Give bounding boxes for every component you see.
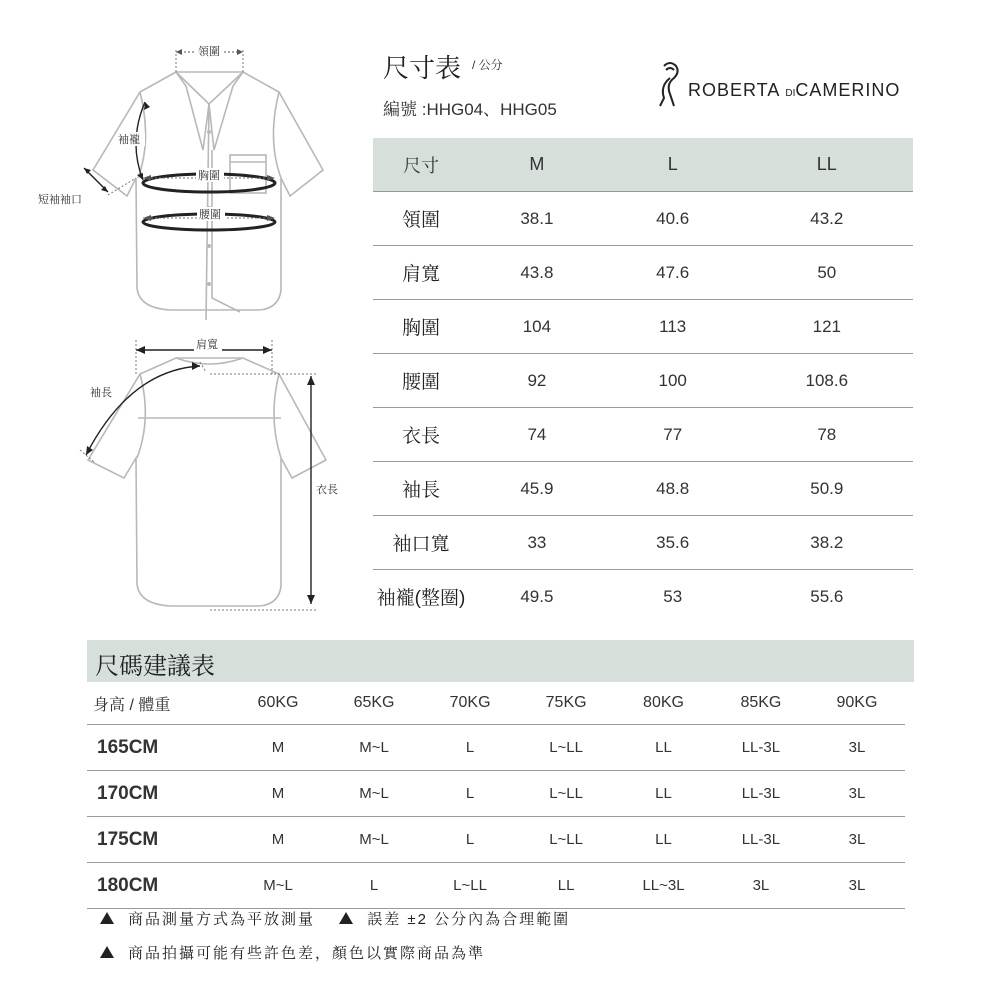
cuff-label: 短袖袖口 <box>38 193 82 206</box>
table-cell: 49.5 <box>520 586 554 606</box>
recommendation-header-row <box>87 682 905 725</box>
size-header-label: 尺寸 <box>373 138 469 192</box>
table-cell: L <box>422 725 518 771</box>
size-chart-title: 尺寸表 <box>383 53 462 83</box>
shirt-back-drawing <box>88 358 326 606</box>
rec-header-label: 身高 / 體重 <box>87 682 230 725</box>
table-cell: 43.8 <box>469 246 605 300</box>
model-code: 編號 :HHG04、HHG05 <box>383 100 557 119</box>
rec-header-weight: 75KG <box>518 682 614 725</box>
table-cell: L~LL <box>518 725 614 771</box>
table-cell: M <box>230 817 326 863</box>
table-row <box>373 408 913 462</box>
table-cell: 43.2 <box>741 192 913 246</box>
table-cell: 50 <box>741 246 913 300</box>
rec-header-weight: 85KG <box>713 682 809 725</box>
table-cell: 92 <box>469 354 605 408</box>
table-row <box>373 462 913 516</box>
cuff-measure <box>38 168 136 206</box>
table-cell: 48.8 <box>605 462 741 516</box>
size-chart-table <box>373 138 913 623</box>
row-label: 衣長 <box>373 408 469 462</box>
table-row <box>87 817 905 863</box>
table-cell: 38.1 <box>469 192 605 246</box>
table-row <box>87 725 905 771</box>
sleeve-length-measure <box>80 362 206 462</box>
table-cell: L <box>422 771 518 817</box>
table-cell: LL~3L <box>614 863 713 909</box>
note-line-2 <box>100 942 485 963</box>
sleeve-length-label: 袖長 <box>90 386 112 399</box>
row-label: 胸圍 <box>373 300 469 354</box>
table-row <box>87 771 905 817</box>
row-label: 袖長 <box>373 462 469 516</box>
table-cell: LL <box>614 771 713 817</box>
table-cell: M~L <box>326 817 422 863</box>
table-cell: 3L <box>809 771 905 817</box>
rec-row-label: 165CM <box>87 725 230 771</box>
table-cell: 100 <box>605 354 741 408</box>
table-cell: M <box>230 771 326 817</box>
triangle-icon <box>100 946 114 958</box>
table-cell: 77 <box>605 408 741 462</box>
table-cell: 50.9 <box>741 462 913 516</box>
table-cell: 104 <box>469 300 605 354</box>
row-label: 腰圍 <box>373 354 469 408</box>
table-cell: 3L <box>809 817 905 863</box>
table-cell: LL <box>614 725 713 771</box>
waist-label: 腰圍 <box>199 208 221 221</box>
table-row <box>373 354 913 408</box>
table-cell: LL-3L <box>713 725 809 771</box>
recommendation-title: 尺碼建議表 <box>95 653 215 680</box>
note-line-1 <box>100 908 570 929</box>
recommendation-table <box>87 682 905 909</box>
table-cell: M~L <box>326 725 422 771</box>
rec-header-weight: 90KG <box>809 682 905 725</box>
chest-label: 胸圍 <box>198 169 220 182</box>
brand-logo <box>652 60 922 110</box>
table-cell: 35.6 <box>605 516 741 570</box>
table-cell: 113 <box>605 300 741 354</box>
size-chart-unit: / 公分 <box>472 58 503 72</box>
table-cell: 108.6 <box>741 354 913 408</box>
table-row <box>373 300 913 354</box>
table-cell: 3L <box>713 863 809 909</box>
rec-header-weight: 65KG <box>326 682 422 725</box>
table-cell: 121 <box>741 300 913 354</box>
note-measure: 商品測量方式為平放測量 <box>128 911 316 928</box>
table-cell: 74 <box>469 408 605 462</box>
table-cell: LL <box>518 863 614 909</box>
table-cell: 40.6 <box>605 192 741 246</box>
table-row <box>373 570 913 624</box>
shirt-measurement-diagram <box>0 0 360 620</box>
rec-row-label: 180CM <box>87 863 230 909</box>
table-cell: L <box>326 863 422 909</box>
collar-label: 領圍 <box>198 45 220 58</box>
table-cell: 55.6 <box>810 586 844 606</box>
size-chart-header-row <box>373 138 913 192</box>
waist-measure <box>143 207 275 230</box>
table-cell: 47.6 <box>605 246 741 300</box>
triangle-icon <box>339 912 353 924</box>
size-header-l: L <box>605 138 741 192</box>
table-row <box>373 516 913 570</box>
table-cell: 45.9 <box>469 462 605 516</box>
rec-header-weight: 70KG <box>422 682 518 725</box>
body-length-label: 衣長 <box>316 483 338 496</box>
size-header-ll: LL <box>741 138 913 192</box>
table-cell: L~LL <box>518 817 614 863</box>
table-cell: LL-3L <box>713 771 809 817</box>
table-cell: 33 <box>469 516 605 570</box>
table-cell: M <box>230 725 326 771</box>
note-tolerance: 誤差 ±2 公分內為合理範圍 <box>367 911 571 928</box>
triangle-icon <box>100 912 114 924</box>
table-cell: LL-3L <box>713 817 809 863</box>
recommendation-title-bar <box>87 640 914 682</box>
table-cell: 3L <box>809 863 905 909</box>
rec-row-label: 175CM <box>87 817 230 863</box>
brand-name-di: DI <box>785 88 796 99</box>
note-color: 商品拍攝可能有些許色差，顏色以實際商品為準 <box>128 945 486 962</box>
brand-name-part3: CAMERINO <box>795 80 901 100</box>
table-cell: M~L <box>326 771 422 817</box>
table-row <box>87 863 905 909</box>
table-cell: LL <box>614 817 713 863</box>
rec-row-label: 170CM <box>87 771 230 817</box>
table-cell: 3L <box>809 725 905 771</box>
table-cell: L <box>422 817 518 863</box>
collar-measure <box>176 44 243 72</box>
table-cell: 53 <box>663 586 683 606</box>
row-label: 袖口寬 <box>373 516 469 570</box>
table-cell: L~LL <box>518 771 614 817</box>
scarf-logo-icon <box>652 60 688 110</box>
table-row <box>373 246 913 300</box>
shoulder-measure <box>136 337 272 376</box>
row-label: 袖襱(整圈) <box>376 588 466 609</box>
armhole-label: 袖襱 <box>118 133 140 146</box>
brand-name <box>688 80 900 101</box>
table-cell: 78 <box>741 408 913 462</box>
shoulder-label: 肩寬 <box>196 338 218 351</box>
row-label: 肩寬 <box>373 246 469 300</box>
table-cell: L~LL <box>422 863 518 909</box>
rec-header-weight: 60KG <box>230 682 326 725</box>
table-cell: M~L <box>230 863 326 909</box>
brand-name-part1: ROBERTA <box>688 80 780 100</box>
rec-header-weight: 80KG <box>614 682 713 725</box>
table-cell: 38.2 <box>741 516 913 570</box>
size-header-m: M <box>469 138 605 192</box>
row-label: 領圍 <box>373 192 469 246</box>
table-row <box>373 192 913 246</box>
chest-measure <box>143 168 275 192</box>
